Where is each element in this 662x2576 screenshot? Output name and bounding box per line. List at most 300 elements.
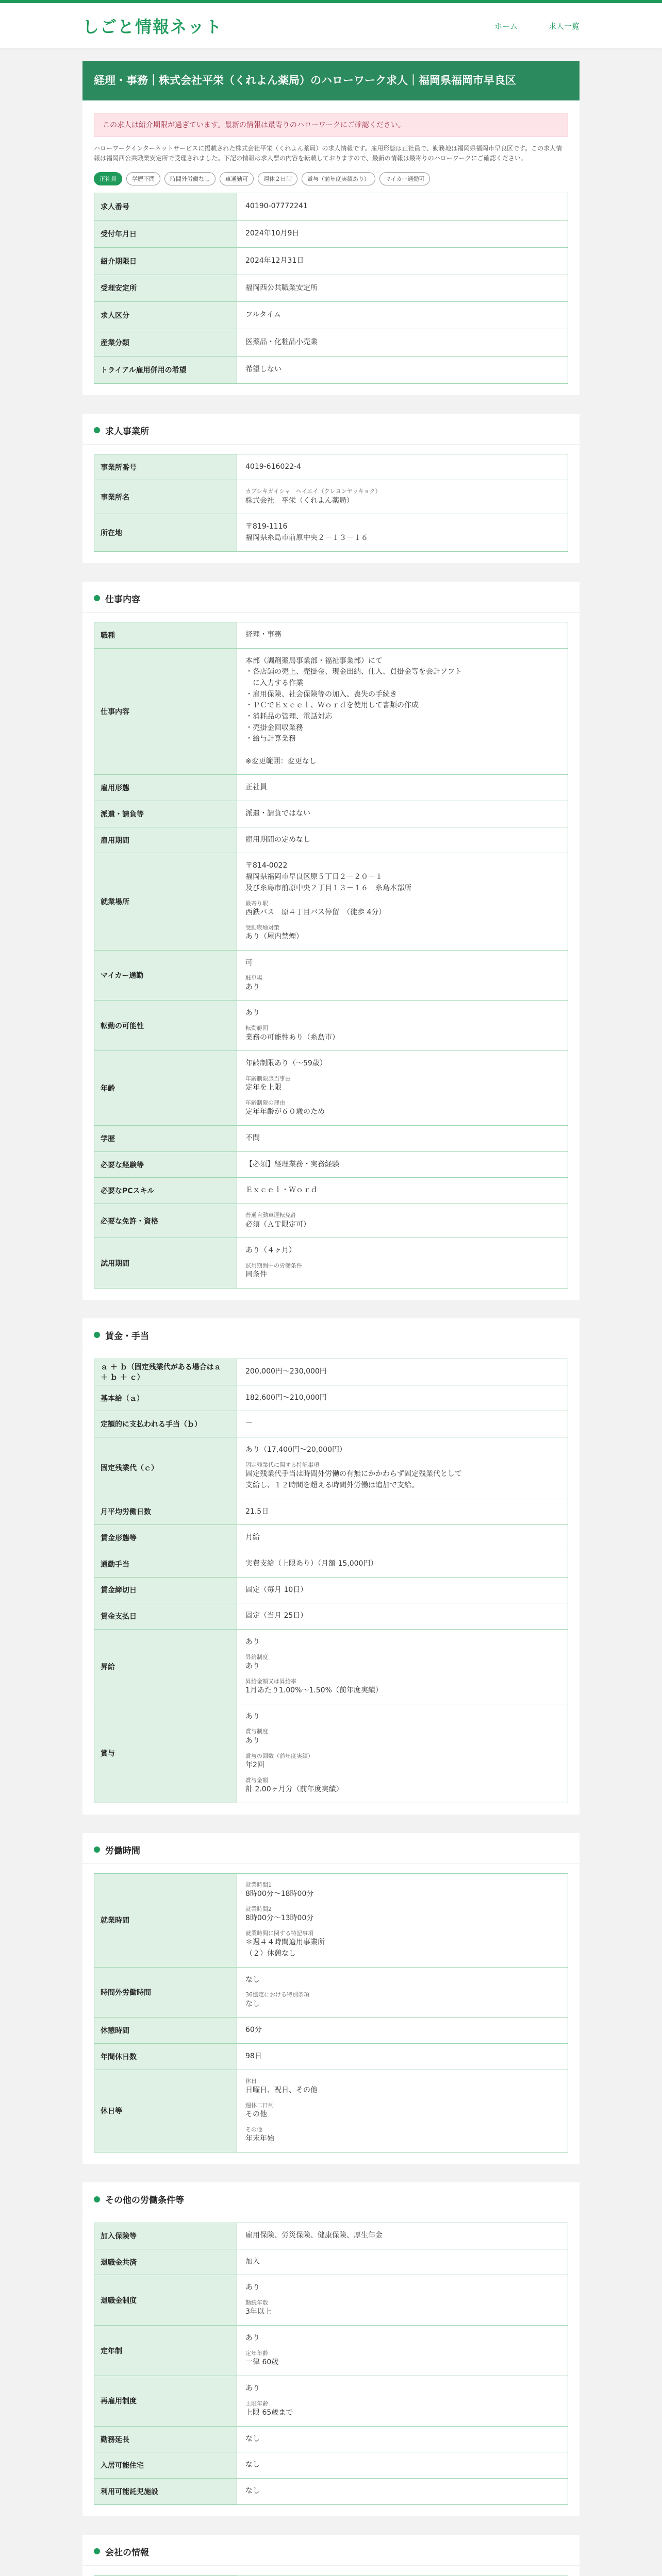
info-row	[94, 1001, 568, 1051]
info-row	[94, 356, 568, 383]
info-value	[237, 2070, 568, 2152]
info-text: －	[245, 1419, 253, 1428]
info-text: なし	[245, 1999, 260, 2008]
info-value: 希望しない	[237, 356, 568, 383]
info-row	[94, 1629, 568, 1704]
info-block	[245, 1776, 559, 1795]
info-sublabel: 年齢制限の理由	[245, 1099, 285, 1106]
info-block	[245, 1653, 559, 1672]
info-text: あり（屋内禁煙）	[245, 933, 303, 941]
info-text: 3年以上	[245, 2308, 272, 2316]
info-text: 派遣・請負ではない	[245, 809, 310, 818]
section-heading	[82, 414, 580, 445]
info-sublabel: 賞与の回数（前年度実績）	[245, 1752, 313, 1759]
info-label: 学歴	[94, 1126, 237, 1152]
info-label: 定額的に支払われる手当（ｂ）	[94, 1411, 237, 1437]
info-row	[94, 193, 568, 221]
info-sublabel: 試用期間中の労働条件	[245, 1262, 302, 1269]
info-text: 4019-616022-4	[245, 462, 302, 471]
info-sublabel: 就業時間に関する特記事項	[245, 1929, 313, 1937]
info-text: 可	[245, 958, 253, 967]
info-row	[94, 2249, 568, 2275]
section-bullet-icon	[94, 1332, 100, 1338]
info-label: 勤務延長	[94, 2426, 237, 2452]
info-sublabel: 年齢制限該当事由	[245, 1075, 291, 1082]
info-value: 医薬品・化粧品小売業	[237, 329, 568, 357]
info-value	[237, 514, 568, 551]
section-title: 仕事内容	[105, 594, 140, 605]
info-row	[94, 1051, 568, 1126]
info-value	[237, 480, 568, 514]
info-value	[237, 1551, 568, 1577]
info-value	[237, 1873, 568, 1967]
section-table	[94, 1873, 568, 2153]
info-block	[245, 1245, 559, 1257]
detail-sections	[82, 414, 580, 2576]
info-label: 就業時間	[94, 1873, 237, 1967]
section-card	[82, 445, 580, 563]
section-5	[82, 2182, 580, 2516]
info-block	[245, 462, 559, 473]
section-4	[82, 1833, 580, 2164]
section-6	[82, 2535, 580, 2576]
section-heading	[82, 1318, 580, 1349]
section-heading	[82, 2182, 580, 2213]
feature-tag: 車通勤可	[220, 172, 254, 185]
info-value	[237, 1178, 568, 1204]
section-title: 求人事業所	[105, 426, 149, 437]
info-label: 入居可能住宅	[94, 2452, 237, 2479]
info-block	[245, 1393, 559, 1404]
info-block	[245, 1727, 559, 1747]
info-label: 必要な免許・資格	[94, 1204, 237, 1238]
info-row	[94, 1704, 568, 1803]
info-block	[245, 2299, 559, 2318]
info-block	[245, 1585, 559, 1596]
feature-tag: 時間外労働なし	[164, 172, 216, 185]
info-block	[245, 2077, 559, 2096]
info-block	[245, 1133, 559, 1144]
section-bullet-icon	[94, 1846, 100, 1853]
info-label: 加入保険等	[94, 2223, 237, 2249]
section-bullet-icon	[94, 595, 100, 601]
info-block	[245, 1929, 559, 1960]
section-card	[82, 2566, 580, 2576]
site-header	[0, 3, 662, 48]
info-value	[237, 1204, 568, 1238]
info-label: 年間休日数	[94, 2044, 237, 2070]
info-row	[94, 1525, 568, 1551]
info-label: 就業場所	[94, 853, 237, 950]
info-row	[94, 2376, 568, 2426]
expired-alert: この求人は紹介期限が過ぎています。最新の情報は最寄りのハローワークにご確認ください。	[94, 113, 568, 137]
info-block	[245, 487, 559, 506]
section-table	[94, 454, 568, 552]
info-text: 21.5日	[245, 1507, 269, 1516]
info-block	[245, 1366, 559, 1378]
info-block	[245, 1159, 559, 1171]
info-row	[94, 1359, 568, 1385]
info-value	[237, 1385, 568, 1411]
info-text: 実費支給（上限あり）（月額 15,000円）	[245, 1559, 378, 1568]
info-text: 定年年齢が６０歳のため	[245, 1108, 325, 1116]
info-text: あり	[245, 982, 260, 991]
info-text: 〒819-1116 福岡県糸島市前原中央２－１３－１６	[245, 522, 368, 543]
info-label: トライアル雇用併用の希望	[94, 356, 237, 383]
info-text: 本部（調剤薬局事業部・福祉事業部）にて ・各店舗の売上、売掛金、現金出納、仕入、買掛金等を会計ソフト に入力する作業 ・雇用保険、社会保険等の加入、喪失の手続き ・ＰＣでＥｘｃｅｌ、Ｗｏｒｄを使用して書類の作成 ・消耗品の管理、電話対応 ・売掛金回収業務 ・給与計算業務 ※変更範囲：変更なし	[245, 656, 462, 766]
info-value	[237, 827, 568, 853]
main-nav	[494, 21, 580, 31]
info-label: 昇給	[94, 1629, 237, 1704]
info-label: 所在地	[94, 514, 237, 551]
info-value	[237, 801, 568, 827]
info-block	[245, 1211, 559, 1230]
info-text: あり	[245, 1736, 260, 1745]
info-text: なし	[245, 1975, 260, 1984]
info-block	[245, 2434, 559, 2445]
info-row	[94, 2326, 568, 2376]
info-value: 40190-07772241	[237, 193, 568, 221]
info-sublabel: 駐車場	[245, 974, 262, 981]
info-text: 必須（ＡＴ限定可）	[245, 1220, 310, 1229]
info-block	[245, 1099, 559, 1118]
job-description-note: ハローワークインターネットサービスに掲載された株式会社平栄（くれよん薬局）の求人情報です。雇用形態は正社員で、勤務地は福岡県福岡市早良区です。この求人情報は福岡西公共職業安定所で受理されました。下記の情報は求人票の内容を転載しておりますので、最新の情報は最寄りのハローワークにご確認ください。	[94, 144, 562, 162]
info-text: 不問	[245, 1134, 260, 1143]
info-sublabel: 勤続年数	[245, 2299, 268, 2307]
info-row	[94, 514, 568, 551]
info-row	[94, 648, 568, 775]
info-row	[94, 2044, 568, 2070]
info-text: 経理・事務	[245, 630, 282, 639]
info-label: 通勤手当	[94, 1551, 237, 1577]
info-value	[237, 622, 568, 648]
info-label: 賃金締切日	[94, 1577, 237, 1603]
info-value: 2024年10月9日	[237, 220, 568, 247]
info-value	[237, 2426, 568, 2452]
info-value	[237, 1411, 568, 1437]
info-block	[245, 1881, 559, 1900]
info-text: 60分	[245, 2026, 262, 2035]
info-text: 1月あたり1.00%～1.50%（前年度実績）	[245, 1686, 383, 1695]
info-row	[94, 1603, 568, 1630]
info-label: 再雇用制度	[94, 2376, 237, 2426]
info-row	[94, 2070, 568, 2152]
info-row	[94, 801, 568, 827]
info-row	[94, 1411, 568, 1437]
info-block	[245, 2025, 559, 2036]
info-block	[245, 958, 559, 969]
info-label: マイカー通勤	[94, 950, 237, 1001]
info-label: 産業分類	[94, 329, 237, 357]
info-text: 年末年始	[245, 2134, 274, 2143]
info-row	[94, 1551, 568, 1577]
info-text: 〒814-0022 福岡県福岡市早良区原５丁目２－２０－１ 及び糸島市前原中央２丁目１３－１６ 糸島本部所	[245, 861, 411, 892]
info-text: 雇用期間の定めなし	[245, 835, 310, 844]
info-row	[94, 480, 568, 514]
info-block	[245, 2460, 559, 2471]
info-row	[94, 1385, 568, 1411]
info-block	[245, 2486, 559, 2497]
info-text: あり	[245, 1712, 260, 1721]
info-value	[237, 1704, 568, 1803]
info-text: 8時00分～13時00分	[245, 1914, 314, 1923]
info-block	[245, 2257, 559, 2268]
info-row	[94, 2275, 568, 2326]
info-text: あり（４ヶ月）	[245, 1246, 296, 1255]
info-label: 事業所番号	[94, 454, 237, 480]
section-bullet-icon	[94, 427, 100, 433]
info-sublabel: 36協定における特別条項	[245, 1991, 309, 1998]
info-value	[237, 1499, 568, 1525]
info-row	[94, 1204, 568, 1238]
info-text: 雇用保険、労災保険、健康保険、厚生年金	[245, 2231, 383, 2240]
info-block	[245, 2400, 559, 2419]
info-text: Ｅｘｃｅｌ・Ｗｏｒｄ	[245, 1186, 318, 1195]
section-table	[94, 2223, 568, 2505]
info-text: 月給	[245, 1533, 260, 1542]
section-heading	[82, 582, 580, 613]
info-text: 一律 60歳	[245, 2358, 279, 2367]
info-value	[237, 1001, 568, 1051]
nav-home-link[interactable]: ホーム	[494, 21, 518, 31]
info-value: 2024年12月31日	[237, 247, 568, 275]
info-row	[94, 220, 568, 247]
info-value	[237, 454, 568, 480]
info-block	[245, 1418, 559, 1430]
section-title: 会社の情報	[105, 2547, 149, 2558]
info-value	[237, 1151, 568, 1178]
info-text: 西鉄バス 原４丁目バス停留 （徒歩 4分）	[245, 908, 386, 917]
info-label: 賞与	[94, 1704, 237, 1803]
feature-tag: マイカー通勤可	[379, 172, 430, 185]
info-block	[245, 1905, 559, 1924]
info-label: 休憩時間	[94, 2018, 237, 2044]
info-value	[237, 2223, 568, 2249]
info-label: 事業所名	[94, 480, 237, 514]
info-block	[245, 2102, 559, 2121]
info-text: あり	[245, 1637, 260, 1646]
info-label: 固定残業代（ｃ）	[94, 1437, 237, 1499]
info-sublabel: 固定残業代に関する特記事項	[245, 1461, 319, 1468]
site-logo[interactable]: しごと情報ネット	[82, 17, 223, 37]
info-label: 受付年月日	[94, 220, 237, 247]
info-value	[237, 2018, 568, 2044]
info-block	[245, 782, 559, 793]
info-text: 定年を上限	[245, 1083, 282, 1092]
info-row	[94, 1178, 568, 1204]
info-label: 受理安定所	[94, 275, 237, 302]
info-row	[94, 2479, 568, 2505]
info-block	[245, 1611, 559, 1622]
info-row	[94, 2452, 568, 2479]
info-text: あり	[245, 2334, 260, 2343]
basic-info-table	[94, 193, 568, 384]
info-block	[245, 1058, 559, 1070]
info-value	[237, 1126, 568, 1152]
info-block	[245, 2230, 559, 2242]
section-card	[82, 2213, 580, 2516]
info-row	[94, 1238, 568, 1289]
section-title: 賃金・手当	[105, 1331, 149, 1342]
info-row	[94, 1873, 568, 1967]
info-label: 雇用期間	[94, 827, 237, 853]
info-text: 加入	[245, 2257, 260, 2266]
info-label: 基本給（ａ）	[94, 1385, 237, 1411]
info-label: 退職金共済	[94, 2249, 237, 2275]
info-value	[237, 2376, 568, 2426]
info-label: 紹介期限日	[94, 247, 237, 275]
info-block	[245, 1445, 559, 1456]
info-block	[245, 1637, 559, 1648]
info-text: 計 2.00ヶ月分（前年度実績）	[245, 1785, 343, 1794]
info-label: 賃金形態等	[94, 1525, 237, 1551]
info-text: あり（17,400円～20,000円）	[245, 1446, 346, 1454]
section-table	[94, 1359, 568, 1803]
feature-tag: 賞与（前年度実績あり）	[302, 172, 375, 185]
info-row	[94, 454, 568, 480]
info-sublabel: 休日	[245, 2077, 257, 2084]
info-text: 182,600円～210,000円	[245, 1393, 327, 1402]
info-block	[245, 656, 559, 768]
info-value	[237, 1525, 568, 1551]
info-sublabel: 週休二日制	[245, 2102, 274, 2109]
info-label: 雇用形態	[94, 775, 237, 801]
info-row	[94, 1499, 568, 1525]
info-row	[94, 2426, 568, 2452]
info-block	[245, 1075, 559, 1094]
info-block	[245, 860, 559, 894]
info-text: あり	[245, 1009, 260, 1018]
info-value	[237, 950, 568, 1001]
info-sublabel: 就業時間1	[245, 1881, 272, 1888]
info-row	[94, 302, 568, 329]
info-text: 固定（当月 25日）	[245, 1612, 308, 1620]
info-text: 業務の可能性あり（糸島市）	[245, 1033, 339, 1042]
info-sublabel: 受動喫煙対策	[245, 924, 279, 931]
feature-tag: 週休２日制	[258, 172, 297, 185]
info-value	[237, 1629, 568, 1704]
info-sublabel: 定年年齢	[245, 2349, 268, 2357]
feature-tag: 学歴不問	[126, 172, 160, 185]
info-label: 必要な経験等	[94, 1151, 237, 1178]
info-block	[245, 1558, 559, 1570]
main-content	[82, 61, 580, 2576]
info-block	[245, 1677, 559, 1697]
info-row	[94, 1967, 568, 2018]
info-value	[237, 2479, 568, 2505]
info-value	[237, 1437, 568, 1499]
info-value	[237, 2044, 568, 2070]
info-row	[94, 1577, 568, 1603]
info-row	[94, 2018, 568, 2044]
info-block	[245, 2051, 559, 2062]
info-row	[94, 775, 568, 801]
info-text: ＊週４４時間適用事業所 （２）休憩なし	[245, 1938, 325, 1958]
info-row	[94, 275, 568, 302]
info-block	[245, 924, 559, 943]
info-label: 定年制	[94, 2326, 237, 2376]
info-text: 上限 65歳まで	[245, 2408, 293, 2417]
info-sublabel: 就業時間2	[245, 1905, 272, 1912]
info-label: 必要なPCスキル	[94, 1178, 237, 1204]
info-value	[237, 2326, 568, 2376]
info-text: その他	[245, 2110, 267, 2119]
info-label: 月平均労働日数	[94, 1499, 237, 1525]
info-label: ａ ＋ ｂ（固定残業代がある場合はａ ＋ ｂ ＋ ｃ）	[94, 1359, 237, 1385]
info-value: フルタイム	[237, 302, 568, 329]
info-sublabel: 上限年齢	[245, 2400, 268, 2407]
section-title: 労働時間	[105, 1845, 140, 1856]
info-block	[245, 1752, 559, 1771]
info-row	[94, 827, 568, 853]
info-label: 仕事内容	[94, 648, 237, 775]
info-text: あり	[245, 1662, 260, 1671]
info-block	[245, 2282, 559, 2294]
info-label: 求人区分	[94, 302, 237, 329]
info-sublabel: 最寄り駅	[245, 900, 268, 907]
info-block	[245, 2126, 559, 2145]
info-row	[94, 622, 568, 648]
section-card	[82, 1864, 580, 2164]
nav-job-list-link[interactable]: 求人一覧	[548, 21, 580, 31]
info-label: 転勤の可能性	[94, 1001, 237, 1051]
info-block	[245, 1008, 559, 1019]
info-row	[94, 1151, 568, 1178]
info-block	[245, 808, 559, 820]
info-value	[237, 1603, 568, 1630]
section-bullet-icon	[94, 2196, 100, 2202]
info-sublabel: 普通自動車運転免許	[245, 1212, 296, 1219]
section-3	[82, 1318, 580, 1815]
section-card	[82, 1349, 580, 1815]
info-label: 職種	[94, 622, 237, 648]
info-text: 固定残業代手当は時間外労働の有無にかかわらず固定残業代として 支給し、１２時間を超える時間外労働は追加で支給。	[245, 1470, 462, 1489]
info-text: 【必須】経理業務・実務経験	[245, 1160, 339, 1168]
section-heading	[82, 1833, 580, 1864]
info-text: なし	[245, 2461, 260, 2469]
info-row	[94, 247, 568, 275]
info-value	[237, 1967, 568, 2018]
info-block	[245, 974, 559, 993]
info-sublabel: その他	[245, 2126, 262, 2133]
info-text: なし	[245, 2487, 260, 2496]
info-block	[245, 900, 559, 919]
info-value	[237, 853, 568, 950]
info-label: 時間外労働時間	[94, 1967, 237, 2018]
info-row	[94, 2223, 568, 2249]
info-text: 98日	[245, 2052, 262, 2061]
info-text: 年2回	[245, 1760, 264, 1769]
info-block	[245, 2333, 559, 2344]
info-block	[245, 1185, 559, 1196]
info-text: あり	[245, 2384, 260, 2393]
section-heading	[82, 2535, 580, 2566]
info-value	[237, 775, 568, 801]
info-sublabel: 賞与金額	[245, 1776, 268, 1784]
info-label: 退職金制度	[94, 2275, 237, 2326]
info-label: 休日等	[94, 2070, 237, 2152]
info-text: 8時00分～18時00分	[245, 1890, 314, 1899]
info-block	[245, 1991, 559, 2010]
info-block	[245, 2383, 559, 2395]
info-row	[94, 950, 568, 1001]
info-block	[245, 2349, 559, 2368]
info-sublabel: 転勤範囲	[245, 1025, 268, 1032]
info-row	[94, 853, 568, 950]
info-label: 試用期間	[94, 1238, 237, 1289]
info-text: 固定（毎月 10日）	[245, 1585, 308, 1594]
info-value	[237, 648, 568, 775]
